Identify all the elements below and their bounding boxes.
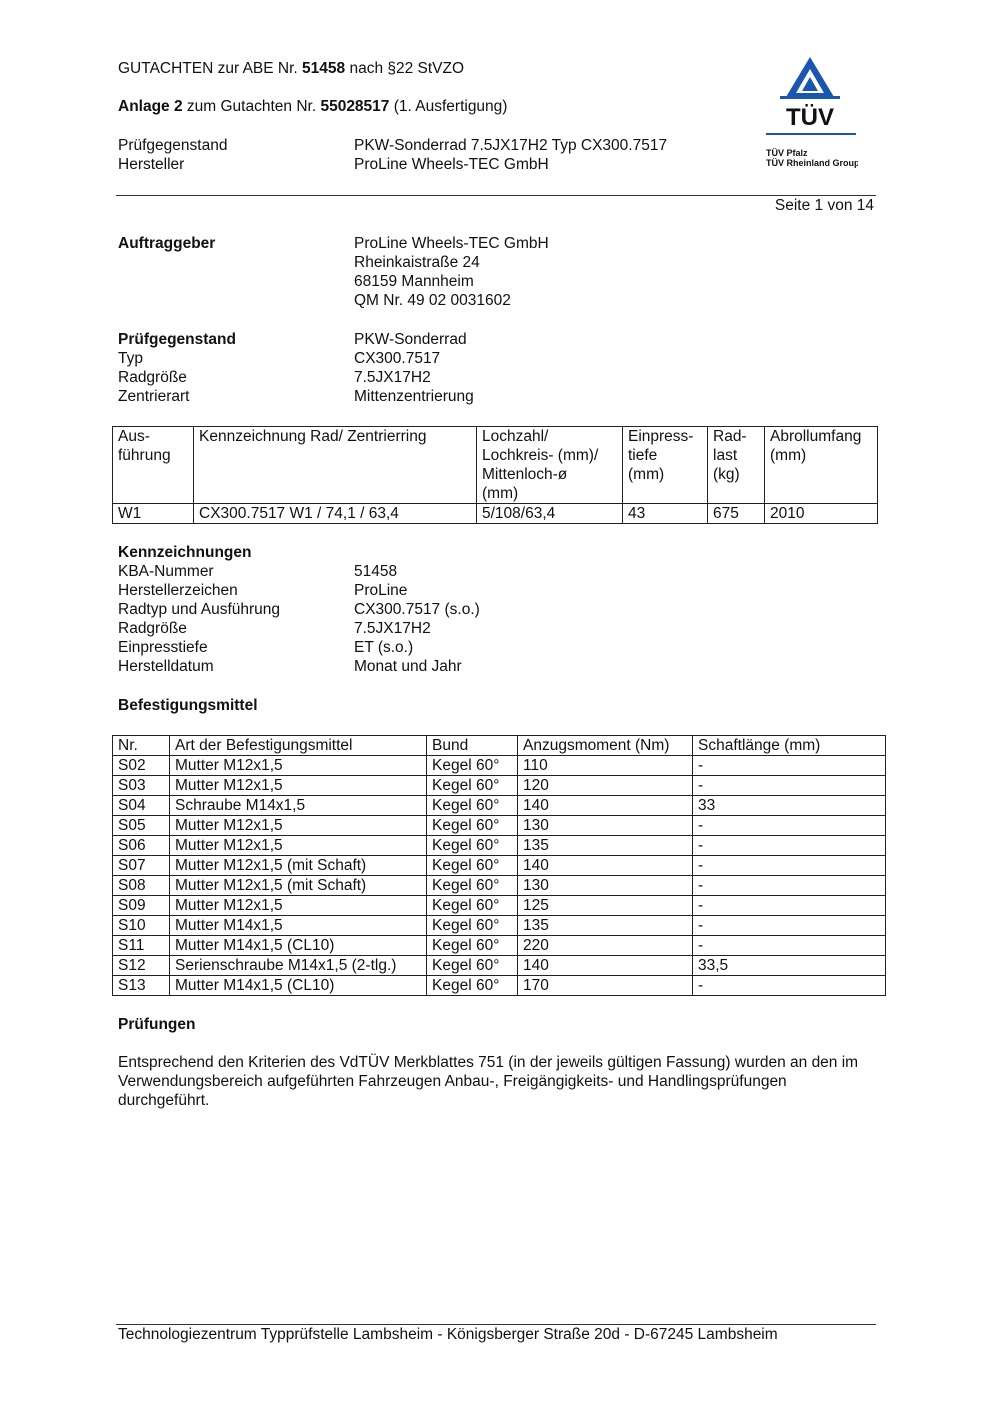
befestigung-table (112, 735, 886, 996)
table-cell: - (693, 776, 886, 796)
table-cell: Kegel 60° (427, 936, 518, 956)
tuv-logo-sub1: TÜV Pfalz (766, 148, 808, 158)
table-cell: Schraube M14x1,5 (170, 796, 427, 816)
pruefungen-text: Entsprechend den Kriterien des VdTÜV Merkblattes 751 (in der jeweils gültigen Fassung) wurden an den im Verwendungsbereich aufgeführten Fahrzeugen Anbau-, Freigängigkeits- und Handlingsprüfungen durchgeführt. (118, 1054, 859, 1109)
table-row (113, 916, 886, 936)
table-cell: 43 (623, 504, 708, 524)
header-row: Hersteller ProLine Wheels-TEC GmbH (118, 156, 549, 173)
table-cell: - (693, 816, 886, 836)
table-cell: 135 (518, 916, 693, 936)
table-cell: S02 (113, 756, 170, 776)
table-cell: Kegel 60° (427, 756, 518, 776)
table-header-cell: Art der Befestigungsmittel (170, 736, 427, 756)
table-cell: S10 (113, 916, 170, 936)
table-row (113, 504, 878, 524)
table-cell: 140 (518, 796, 693, 816)
table-header-cell: Anzugsmoment (Nm) (518, 736, 693, 756)
table-cell: CX300.7517 W1 / 74,1 / 63,4 (194, 504, 477, 524)
table-cell: S12 (113, 956, 170, 976)
table-cell: S03 (113, 776, 170, 796)
table-cell: S09 (113, 896, 170, 916)
table-header-cell: Aus- führung (113, 427, 194, 504)
table-cell: Mutter M12x1,5 (170, 896, 427, 916)
table-cell: Mutter M12x1,5 (mit Schaft) (170, 876, 427, 896)
table-cell: 110 (518, 756, 693, 776)
table-cell: 125 (518, 896, 693, 916)
table-cell: Kegel 60° (427, 836, 518, 856)
table-header-cell: Nr. (113, 736, 170, 756)
table-cell: - (693, 756, 886, 776)
table-cell: Mutter M12x1,5 (170, 816, 427, 836)
table-cell: S11 (113, 936, 170, 956)
table-cell: S06 (113, 836, 170, 856)
table-cell: 140 (518, 956, 693, 976)
ausfuehrung-table (112, 426, 878, 524)
table-cell: Kegel 60° (427, 816, 518, 836)
table-header-cell: Abrollumfang (mm) (765, 427, 878, 504)
table-row (113, 976, 886, 996)
page-number: Seite 1 von 14 (774, 197, 874, 214)
table-row (113, 896, 886, 916)
table-cell: - (693, 896, 886, 916)
table-row (113, 956, 886, 976)
table-cell: S08 (113, 876, 170, 896)
table-cell: - (693, 936, 886, 956)
table-row (113, 776, 886, 796)
header-divider (116, 195, 876, 196)
table-cell: S07 (113, 856, 170, 876)
pruefungen-heading: Prüfungen (118, 1016, 196, 1033)
table-header-row (113, 736, 886, 756)
kennzeichnungen-heading: Kennzeichnungen (118, 544, 252, 561)
table-cell: 220 (518, 936, 693, 956)
befestigung-heading: Befestigungsmittel (118, 697, 258, 714)
table-cell: Kegel 60° (427, 856, 518, 876)
table-cell: Mutter M12x1,5 (170, 776, 427, 796)
document-subtitle: Anlage 2 zum Gutachten Nr. 55028517 (1. Ausfertigung) (118, 98, 508, 115)
pruefgegenstand-section: Prüfgegenstand PKW-Sonderrad Typ CX300.7517 Radgröße 7.5JX17H2 Zentrierart Mittenzentrierung (118, 331, 474, 405)
table-cell: - (693, 856, 886, 876)
tuv-logo-text: TÜV (786, 104, 834, 131)
table-cell: - (693, 976, 886, 996)
table-header-cell: Schaftlänge (mm) (693, 736, 886, 756)
table-cell: W1 (113, 504, 194, 524)
header-info (118, 136, 758, 174)
tuv-logo-sub2: TÜV Rheinland Group (766, 158, 858, 168)
footer-address: Technologiezentrum Typprüfstelle Lambsheim - Königsberger Straße 20d - D-67245 Lambsheim (118, 1326, 778, 1343)
table-row (113, 856, 886, 876)
table-cell: 2010 (765, 504, 878, 524)
table-row (113, 936, 886, 956)
table-cell: Mutter M14x1,5 (CL10) (170, 936, 427, 956)
table-cell: 130 (518, 816, 693, 836)
table-header-cell: Rad- last (kg) (708, 427, 765, 504)
table-cell: Serienschraube M14x1,5 (2-tlg.) (170, 956, 427, 976)
table-cell: 33 (693, 796, 886, 816)
table-cell: Kegel 60° (427, 796, 518, 816)
table-cell: Kegel 60° (427, 916, 518, 936)
table-cell: S05 (113, 816, 170, 836)
table-cell: - (693, 836, 886, 856)
table-header-row (113, 427, 878, 504)
table-row (113, 876, 886, 896)
table-header-cell: Einpress- tiefe (mm) (623, 427, 708, 504)
table-cell: Kegel 60° (427, 776, 518, 796)
table-cell: S04 (113, 796, 170, 816)
document-title: GUTACHTEN zur ABE Nr. 51458 nach §22 StVZO (118, 60, 465, 77)
table-row (113, 816, 886, 836)
table-cell: 675 (708, 504, 765, 524)
table-header-cell: Bund (427, 736, 518, 756)
table-cell: Mutter M12x1,5 (170, 836, 427, 856)
table-cell: 135 (518, 836, 693, 856)
table-cell: 5/108/63,4 (477, 504, 623, 524)
table-header-cell: Kennzeichnung Rad/ Zentrierring (194, 427, 477, 504)
table-cell: 130 (518, 876, 693, 896)
table-cell: - (693, 916, 886, 936)
table-row (113, 836, 886, 856)
auftraggeber-section: Auftraggeber ProLine Wheels-TEC GmbH Rheinkaistraße 24 68159 Mannheim QM Nr. 49 02 0031602 (118, 235, 549, 309)
table-cell: 170 (518, 976, 693, 996)
table-row (113, 756, 886, 776)
table-cell: 140 (518, 856, 693, 876)
table-cell: Kegel 60° (427, 976, 518, 996)
kennzeichnungen-section: Kennzeichnungen KBA-Nummer 51458 Herstellerzeichen ProLine Radtyp und Ausführung CX300.7517 (s.o.) Radgröße 7.5JX17H2 Einpresstiefe ET (s.o.) Herstelldatum Monat und Jahr (118, 544, 480, 675)
table-cell: Kegel 60° (427, 896, 518, 916)
table-cell: Kegel 60° (427, 956, 518, 976)
table-cell: Kegel 60° (427, 876, 518, 896)
table-cell: Mutter M12x1,5 (170, 756, 427, 776)
table-header-cell: Lochzahl/ Lochkreis- (mm)/ Mittenloch-ø (mm) (477, 427, 623, 504)
tuv-logo (762, 55, 858, 175)
table-cell: 33,5 (693, 956, 886, 976)
table-cell: Mutter M14x1,5 (CL10) (170, 976, 427, 996)
table-cell: Mutter M14x1,5 (170, 916, 427, 936)
table-cell: S13 (113, 976, 170, 996)
table-cell: 120 (518, 776, 693, 796)
table-cell: - (693, 876, 886, 896)
table-row (113, 796, 886, 816)
tuv-triangle-icon (762, 55, 858, 175)
header-row: Prüfgegenstand PKW-Sonderrad 7.5JX17H2 Typ CX300.7517 (118, 137, 668, 154)
table-cell: Mutter M12x1,5 (mit Schaft) (170, 856, 427, 876)
